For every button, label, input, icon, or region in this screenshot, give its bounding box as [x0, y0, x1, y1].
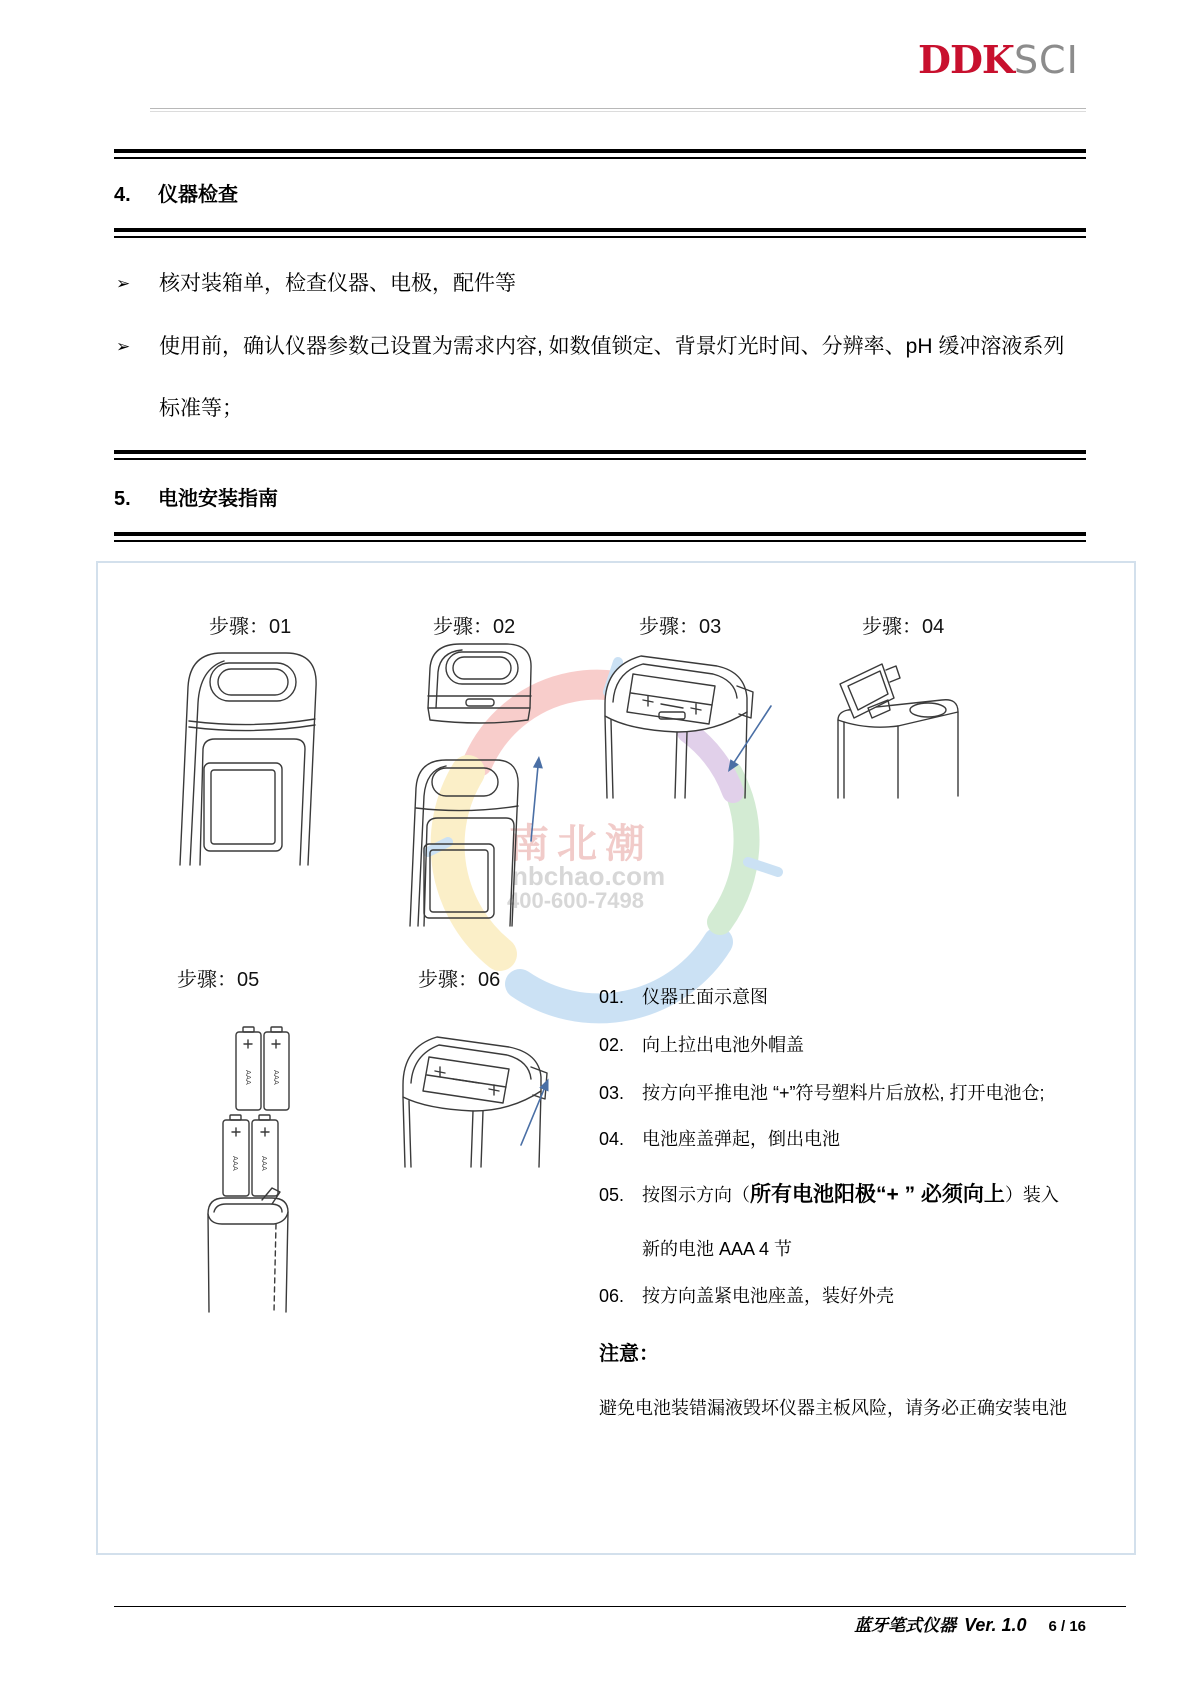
logo-sci: SCI [1013, 38, 1079, 82]
bullet-confirm-settings-line1: 使用前，确认仪器参数己设置为需求内容, 如数值锁定、背景灯光时间、分辨率、pH 缓冲溶液系列 [159, 335, 1065, 358]
brand-logo [918, 38, 1079, 83]
section-4-top-rule [114, 149, 1086, 159]
battery-well [910, 703, 946, 717]
bullet-confirm-settings-line2: 标准等； [159, 397, 243, 420]
step-05-illustration [196, 1018, 296, 1314]
display-window-inner [430, 850, 488, 912]
plus-mark-icon [232, 1128, 240, 1136]
body-seam [416, 806, 518, 811]
instruction-text: 向上拉出电池外帽盖 [642, 1035, 804, 1055]
step-06-illustration [395, 1025, 560, 1170]
battery-lower-left [223, 1115, 249, 1196]
bullet-check-packing-list: 核对装箱单，检查仪器、电极，配件等 [159, 272, 516, 295]
instruction-number: 06. [599, 1286, 625, 1306]
instruction-text-after: ）装入 [1004, 1185, 1059, 1205]
instruction-number: 01. [599, 987, 625, 1007]
device-open-top [208, 1188, 288, 1312]
instruction-02 [599, 1034, 804, 1056]
instruction-05-continued: 新的电池 AAA 4 节 [642, 1239, 793, 1259]
plus-mark-icon [244, 1040, 252, 1048]
instruction-text-before: 按图示方向（ [642, 1185, 750, 1205]
device-side-edge [418, 766, 446, 926]
compartment-rim [403, 1037, 541, 1111]
section-5-number: 5. [114, 488, 131, 510]
section-5-bottom-rule [114, 532, 1086, 542]
footer-version: Ver. 1.0 [964, 1615, 1027, 1635]
front-panel [200, 739, 305, 865]
display-window-inner [211, 770, 275, 844]
bullet-arrow-icon: ➢ [116, 337, 131, 357]
battery-label: AAA [231, 1156, 239, 1171]
step-06-label: 步骤：06 [418, 969, 501, 991]
section-5-title: 电池安装指南 [158, 488, 278, 510]
battery-lower-right [252, 1115, 278, 1196]
step-04-illustration [830, 650, 965, 800]
note-title: 注意： [599, 1343, 659, 1365]
watermark-phone: 400-600-7498 [507, 888, 645, 913]
instruction-text: 按方向盖紧电池座盖，装好外壳 [642, 1286, 894, 1306]
instruction-05 [599, 1182, 1059, 1208]
section-4-title: 仪器检查 [158, 184, 238, 206]
footer [700, 1612, 1086, 1640]
step-05-label: 步骤：05 [177, 969, 260, 991]
bullet-arrow-icon: ➢ [116, 274, 131, 294]
battery-upper-right [264, 1027, 289, 1110]
display-window-outer [424, 844, 494, 918]
device-without-cap [410, 760, 518, 926]
cap-bottom-band [428, 708, 530, 723]
cap-seam [189, 719, 315, 725]
header-divider [150, 108, 1086, 112]
battery-label: AAA [272, 1070, 280, 1085]
step-03-label: 步骤：03 [639, 616, 722, 638]
step-03-illustration [595, 640, 777, 800]
hang-hole-inner [218, 669, 288, 695]
instruction-emphasis: 所有电池阳极“+ ” 必须向上 [750, 1183, 1005, 1206]
display-window-outer [204, 763, 282, 851]
watermark-site: nbchao.com [512, 861, 666, 891]
instruction-number: 05. [599, 1185, 625, 1205]
footer-divider [114, 1606, 1126, 1607]
battery-label: AAA [244, 1070, 252, 1085]
step-02-illustration [400, 636, 560, 936]
plus-mark-icon [272, 1040, 280, 1048]
hang-hole [432, 768, 498, 796]
instruction-text: 按方向平推电池 “+”符号塑料片后放松, 打开电池仓; [642, 1083, 1045, 1103]
instruction-06 [599, 1285, 894, 1307]
cap-hole-inner [453, 657, 511, 679]
footer-document-title: 蓝牙笔式仪器 [854, 1616, 957, 1635]
front-panel [424, 818, 514, 926]
pull-up-arrow-icon [531, 756, 543, 841]
step-01-illustration [158, 645, 348, 867]
plus-mark-icon [261, 1128, 269, 1136]
compartment-rim [605, 656, 747, 732]
logo-ddk: DDK [918, 37, 1014, 82]
step-01-label: 步骤：01 [209, 616, 292, 638]
watermark-name: 南北潮 [509, 822, 653, 866]
instruction-04 [599, 1128, 840, 1150]
battery-label: AAA [260, 1156, 268, 1171]
instruction-01 [599, 986, 768, 1008]
instruction-number: 03. [599, 1083, 625, 1103]
removed-cap [428, 644, 531, 723]
instruction-number: 04. [599, 1129, 625, 1149]
section-5-top-rule [114, 450, 1086, 460]
section-4-number: 4. [114, 184, 131, 206]
instruction-number: 02. [599, 1035, 625, 1055]
battery-upper-left [236, 1027, 261, 1110]
step-04-label: 步骤：04 [862, 616, 945, 638]
cap-seam-lower [189, 725, 315, 731]
page-number: 6 / 16 [1048, 1618, 1086, 1635]
section-4-bottom-rule [114, 228, 1086, 238]
instruction-03 [599, 1082, 1045, 1104]
instruction-text: 仪器正面示意图 [642, 987, 768, 1007]
instruction-text: 电池座盖弹起，倒出电池 [642, 1129, 840, 1149]
step-02-label: 步骤：02 [433, 616, 516, 638]
cap-connector [466, 699, 494, 706]
note-text: 避免电池装错漏液毁坏仪器主板风险，请务必正确安装电池 [599, 1398, 1067, 1418]
